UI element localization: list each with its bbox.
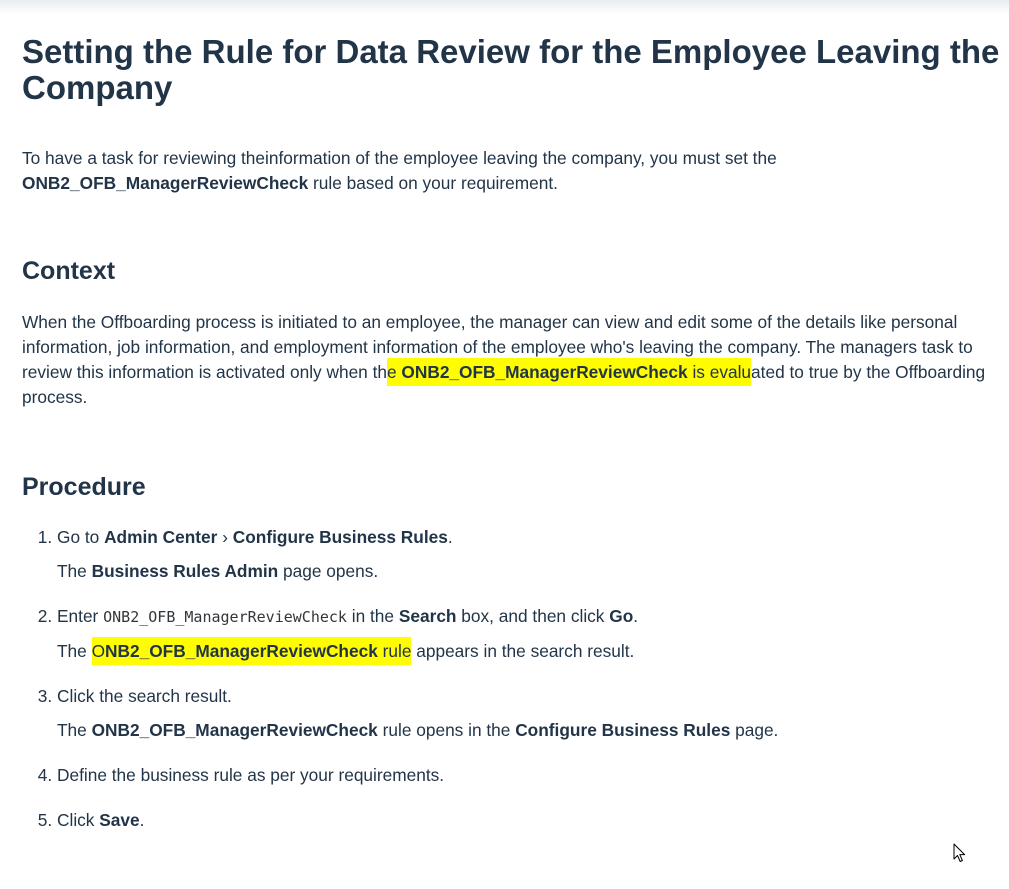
step-5-instruction	[57, 808, 1002, 833]
context-rule-name: ONB2_OFB_ManagerReviewCheck	[401, 362, 688, 382]
top-shadow-bar	[0, 0, 1009, 14]
step-2-highlight-pre: O	[91, 641, 106, 661]
step-2-text-mid: in the	[346, 606, 399, 626]
context-highlight-post: is evalu	[687, 362, 752, 382]
context-heading: Context	[22, 257, 116, 285]
step-2-text-mid2: box, and then click	[456, 606, 610, 626]
step-2-highlight	[92, 637, 412, 665]
step-2-result	[57, 639, 1002, 664]
intro-rule-name: ONB2_OFB_ManagerReviewCheck	[22, 173, 309, 193]
step-3-result-post: page.	[730, 720, 779, 740]
step-2-result-pre: The	[57, 641, 92, 661]
step-1-result-page: Business Rules Admin	[91, 561, 279, 581]
step-1-text: Go to	[57, 527, 105, 547]
step-2-result-post: appears in the search result.	[411, 641, 635, 661]
step-5-text: Click	[57, 810, 100, 830]
step-1-result	[57, 559, 1002, 584]
step-2-rule-code: ONB2_OFB_ManagerReviewCheck	[103, 608, 347, 626]
article	[22, 34, 1002, 833]
context-text: When the Offboarding process is initiated to an employee, the manager can view and edit some of the details like personal information, job information, and employment information of the employee who's leaving the company. The managers task to review this information is activated only when th	[22, 312, 973, 382]
context-highlight-pre: e	[387, 362, 402, 382]
step-3-result-page: Configure Business Rules	[515, 720, 731, 740]
step-3-result-rule: ONB2_OFB_ManagerReviewCheck	[91, 720, 378, 740]
step-5-save: Save	[99, 810, 140, 830]
step-1	[57, 525, 1002, 584]
step-3	[57, 684, 1002, 743]
step-2-period: .	[633, 606, 639, 626]
step-4	[57, 763, 1002, 788]
step-2-go: Go	[609, 606, 634, 626]
step-1-instruction	[57, 525, 1002, 550]
page-title: Setting the Rule for Data Review for the Employee Leaving the Company	[22, 33, 1000, 106]
step-5	[57, 808, 1002, 833]
intro-text-end: rule based on your requirement.	[308, 173, 558, 193]
context-highlight	[387, 358, 751, 386]
intro-text: To have a task for reviewing theinformation of the employee leaving the company, you must set the	[22, 148, 777, 168]
step-3-result	[57, 718, 1002, 743]
breadcrumb-separator: ›	[217, 527, 233, 547]
step-2-text: Enter	[57, 606, 104, 626]
procedure-steps	[22, 525, 1002, 833]
step-4-instruction: 4. Define the business rule as per your requirements.	[57, 765, 445, 785]
step-2-highlight-rule: NB2_OFB_ManagerReviewCheck	[105, 641, 378, 661]
step-3-instruction: 3. Click the search result.	[57, 686, 232, 706]
step-5-period: .	[139, 810, 145, 830]
procedure-heading: Procedure	[22, 473, 146, 501]
step-1-period: .	[447, 527, 453, 547]
context-text-end: ated to true by the Offboarding process.	[22, 362, 986, 407]
step-1-configure-rules: Configure Business Rules	[232, 527, 448, 547]
step-1-result-post: page opens.	[278, 561, 379, 581]
step-2	[57, 604, 1002, 664]
step-2-instruction	[57, 604, 1002, 630]
step-2-search: Search	[398, 606, 457, 626]
mouse-pointer-icon	[953, 843, 966, 863]
step-1-admin-center: Admin Center	[104, 527, 218, 547]
step-3-result-pre: The	[57, 720, 92, 740]
step-2-highlight-post: rule	[377, 641, 412, 661]
step-1-result-pre: The	[57, 561, 92, 581]
intro-paragraph	[22, 146, 1002, 196]
context-paragraph	[22, 310, 1002, 410]
step-3-result-mid: rule opens in the	[377, 720, 516, 740]
